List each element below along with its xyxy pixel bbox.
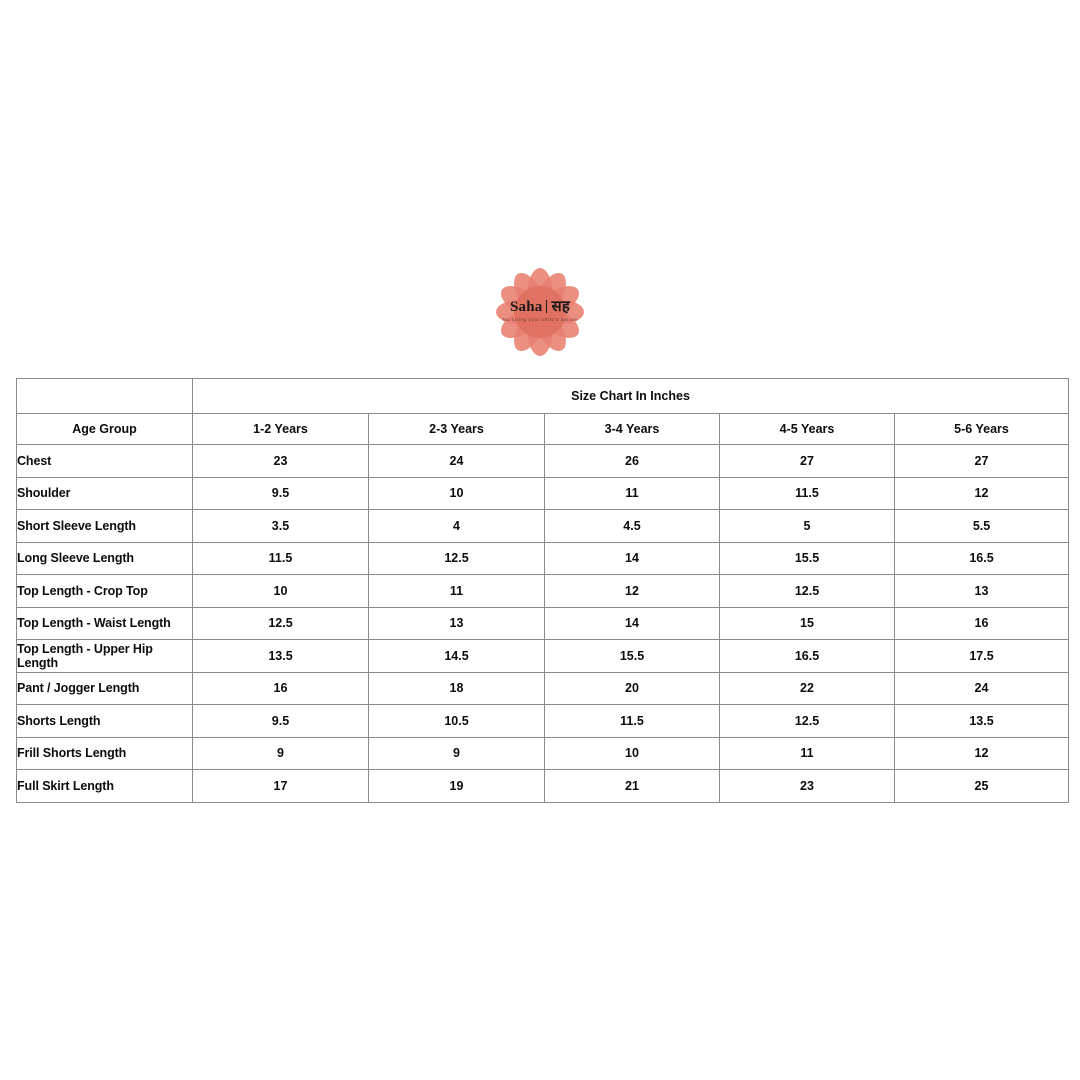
flower-icon: [492, 264, 588, 360]
row-label: Short Sleeve Length: [17, 510, 193, 543]
cell-value: 10.5: [369, 705, 545, 738]
cell-value: 14: [545, 607, 720, 640]
cell-value: 11: [545, 477, 720, 510]
chart-title: Size Chart In Inches: [193, 379, 1069, 414]
cell-value: 5: [720, 510, 895, 543]
logo-divider: [546, 300, 547, 313]
row-label: Shoulder: [17, 477, 193, 510]
cell-value: 15: [720, 607, 895, 640]
logo-wordmark: [492, 299, 588, 315]
cell-value: 12.5: [720, 705, 895, 738]
cell-value: 23: [193, 445, 369, 478]
row-label: Full Skirt Length: [17, 770, 193, 803]
brand-logo: [0, 264, 1080, 360]
cell-value: 27: [895, 445, 1069, 478]
size-chart-table-wrapper: [16, 378, 1068, 803]
row-label: Top Length - Crop Top: [17, 575, 193, 608]
table-row: [17, 770, 1069, 803]
cell-value: 12: [545, 575, 720, 608]
row-label: Chest: [17, 445, 193, 478]
header-size-2: 2-3 Years: [369, 414, 545, 445]
cell-value: 13.5: [895, 705, 1069, 738]
cell-value: 24: [895, 672, 1069, 705]
table-row: [17, 705, 1069, 738]
cell-value: 9.5: [193, 477, 369, 510]
row-label: Frill Shorts Length: [17, 737, 193, 770]
row-label: Top Length - Waist Length: [17, 607, 193, 640]
cell-value: 5.5: [895, 510, 1069, 543]
table-row: [17, 542, 1069, 575]
cell-value: 9.5: [193, 705, 369, 738]
cell-value: 16.5: [895, 542, 1069, 575]
cell-value: 14: [545, 542, 720, 575]
cell-value: 12.5: [193, 607, 369, 640]
header-size-3: 3-4 Years: [545, 414, 720, 445]
cell-value: 13: [895, 575, 1069, 608]
cell-value: 11: [369, 575, 545, 608]
cell-value: 23: [720, 770, 895, 803]
cell-value: 11: [720, 737, 895, 770]
cell-value: 4.5: [545, 510, 720, 543]
cell-value: 20: [545, 672, 720, 705]
logo-name-devanagari: सह: [551, 299, 570, 315]
table-header-row: [17, 414, 1069, 445]
cell-value: 12: [895, 737, 1069, 770]
cell-value: 11.5: [720, 477, 895, 510]
cell-value: 27: [720, 445, 895, 478]
cell-value: 16.5: [720, 640, 895, 673]
cell-value: 17.5: [895, 640, 1069, 673]
cell-value: 10: [545, 737, 720, 770]
cell-value: 9: [193, 737, 369, 770]
logo-name-latin: Saha: [509, 299, 543, 315]
cell-value: 10: [369, 477, 545, 510]
header-size-4: 4-5 Years: [720, 414, 895, 445]
cell-value: 25: [895, 770, 1069, 803]
cell-value: 13: [369, 607, 545, 640]
cell-value: 12: [895, 477, 1069, 510]
header-size-5: 5-6 Years: [895, 414, 1069, 445]
corner-cell: [17, 379, 193, 414]
cell-value: 24: [369, 445, 545, 478]
cell-value: 4: [369, 510, 545, 543]
logo-tagline: Nurturing your child's nature: [502, 317, 578, 322]
table-row: [17, 477, 1069, 510]
row-label: Shorts Length: [17, 705, 193, 738]
header-size-1: 1-2 Years: [193, 414, 369, 445]
cell-value: 11.5: [193, 542, 369, 575]
table-row: [17, 640, 1069, 673]
cell-value: 26: [545, 445, 720, 478]
table-row: [17, 510, 1069, 543]
cell-value: 19: [369, 770, 545, 803]
table-title-row: [17, 379, 1069, 414]
table-row: [17, 672, 1069, 705]
table-row: [17, 575, 1069, 608]
size-chart-table: [16, 378, 1069, 803]
size-chart-body: [17, 379, 1069, 803]
cell-value: 12.5: [720, 575, 895, 608]
logo-text: [492, 299, 588, 324]
table-row: [17, 445, 1069, 478]
row-label: Pant / Jogger Length: [17, 672, 193, 705]
header-age-group: Age Group: [17, 414, 193, 445]
table-row: [17, 607, 1069, 640]
cell-value: 17: [193, 770, 369, 803]
row-label: Top Length - Upper Hip Length: [17, 640, 193, 673]
cell-value: 16: [895, 607, 1069, 640]
cell-value: 21: [545, 770, 720, 803]
cell-value: 15.5: [545, 640, 720, 673]
cell-value: 10: [193, 575, 369, 608]
cell-value: 14.5: [369, 640, 545, 673]
cell-value: 9: [369, 737, 545, 770]
cell-value: 18: [369, 672, 545, 705]
cell-value: 11.5: [545, 705, 720, 738]
cell-value: 12.5: [369, 542, 545, 575]
row-label: Long Sleeve Length: [17, 542, 193, 575]
cell-value: 13.5: [193, 640, 369, 673]
cell-value: 15.5: [720, 542, 895, 575]
cell-value: 16: [193, 672, 369, 705]
cell-value: 22: [720, 672, 895, 705]
cell-value: 3.5: [193, 510, 369, 543]
table-row: [17, 737, 1069, 770]
